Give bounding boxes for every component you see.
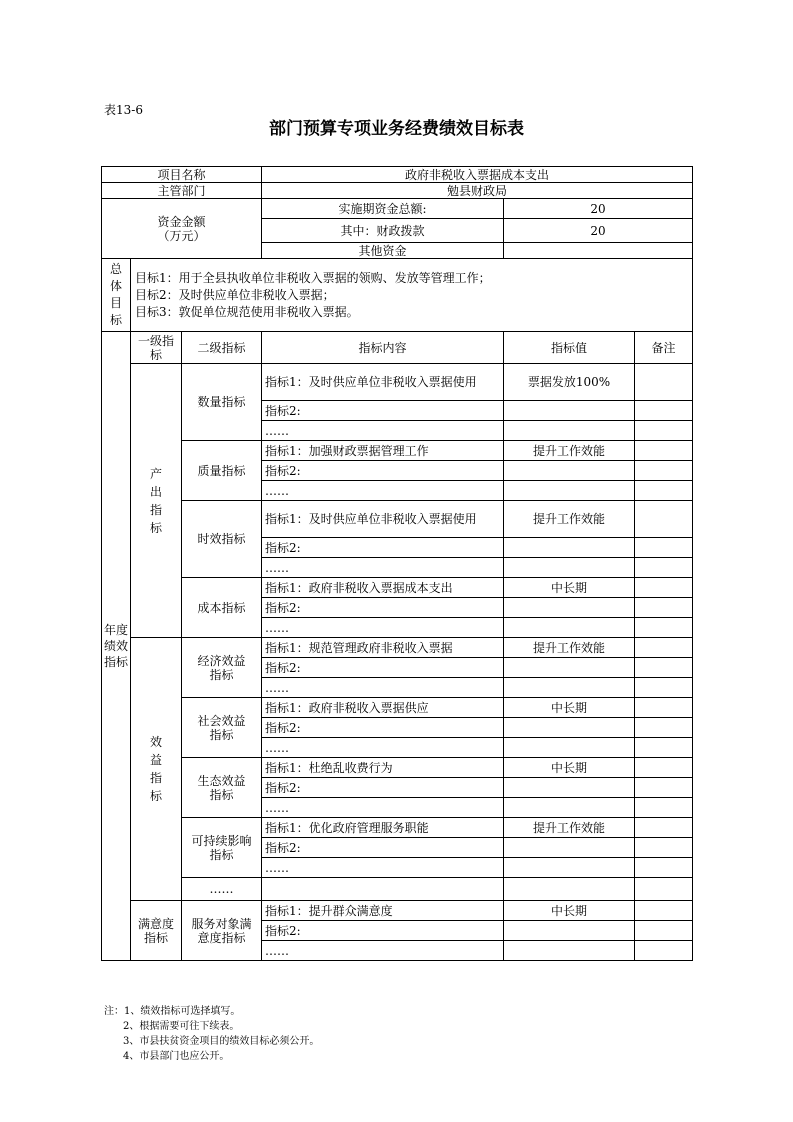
goal-2: 目标2：及时供应单位非税收入票据；: [135, 287, 335, 302]
total-funds-label: 实施期资金总额:: [262, 199, 504, 219]
quantity-value-3: [504, 421, 635, 441]
quality-note-1: [635, 441, 693, 461]
timeliness-note-3: [635, 558, 693, 578]
economic-note-2: [635, 658, 693, 678]
sustain-row-2: 指标2:: [262, 838, 504, 858]
service-indicator-label: 服务对象满意度指标: [182, 901, 262, 961]
page-title: 部门预算专项业务经费绩效目标表: [269, 119, 524, 139]
economic-row-3: ……: [262, 678, 504, 698]
extra-value: [504, 878, 635, 901]
cost-indicator-label: 成本指标: [182, 578, 262, 638]
social-indicator-label: 社会效益指标: [182, 698, 262, 758]
social-row-2: 指标2:: [262, 718, 504, 738]
quality-value-1: 提升工作效能: [504, 441, 635, 461]
service-row-3: ……: [262, 941, 504, 961]
quality-row-2: 指标2:: [262, 461, 504, 481]
timeliness-indicator-label: 时效指标: [182, 501, 262, 578]
timeliness-row-2: 指标2:: [262, 538, 504, 558]
total-funds-value: 20: [504, 199, 693, 219]
note-2: 2、根据需要可往下续表。: [123, 1021, 240, 1032]
cost-row-1: 指标1：政府非税收入票据成本支出: [262, 578, 504, 598]
eco-note-1: [635, 758, 693, 778]
fiscal-funds-label: 其中：财政拨款: [262, 219, 504, 243]
economic-value-1: 提升工作效能: [504, 638, 635, 658]
eco-row-1: 指标1：杜绝乱收费行为: [262, 758, 504, 778]
cost-value-3: [504, 618, 635, 638]
output-indicator-label: 产出指标: [131, 364, 182, 638]
service-row-2: 指标2:: [262, 921, 504, 941]
sustain-row-3: ……: [262, 858, 504, 878]
goal-3: 目标3：敦促单位规范使用非税收入票据。: [135, 304, 359, 319]
sustain-note-1: [635, 818, 693, 838]
quality-value-2: [504, 461, 635, 481]
timeliness-value-1: 提升工作效能: [504, 501, 635, 538]
col-content: 指标内容: [262, 332, 504, 364]
eco-value-1: 中长期: [504, 758, 635, 778]
social-note-2: [635, 718, 693, 738]
service-value-3: [504, 941, 635, 961]
col-level1: 一级指标: [131, 332, 182, 364]
eco-indicator-label: 生态效益指标: [182, 758, 262, 818]
note-1: 注：1、绩效指标可选择填写。: [104, 1006, 241, 1017]
quantity-value-2: [504, 401, 635, 421]
dept-value: 勉县财政局: [262, 183, 693, 199]
project-name-value: 政府非税收入票据成本支出: [262, 167, 693, 183]
quantity-note-3: [635, 421, 693, 441]
timeliness-note-1: [635, 501, 693, 538]
other-funds-label: 其他资金: [262, 243, 504, 259]
social-value-3: [504, 738, 635, 758]
eco-row-2: 指标2:: [262, 778, 504, 798]
quantity-indicator-label: 数量指标: [182, 364, 262, 441]
sustain-note-2: [635, 838, 693, 858]
sustain-indicator-label: 可持续影响指标: [182, 818, 262, 878]
quantity-note-1: [635, 364, 693, 401]
table-number: 表13-6: [104, 103, 143, 117]
col-value: 指标值: [504, 332, 635, 364]
service-note-3: [635, 941, 693, 961]
cost-value-1: 中长期: [504, 578, 635, 598]
timeliness-value-3: [504, 558, 635, 578]
eco-note-2: [635, 778, 693, 798]
eco-value-2: [504, 778, 635, 798]
eco-note-3: [635, 798, 693, 818]
extra-note: [635, 878, 693, 901]
cost-note-2: [635, 598, 693, 618]
performance-table: [101, 166, 693, 961]
note-4: 4、市县部门也应公开。: [123, 1051, 230, 1062]
economic-value-2: [504, 658, 635, 678]
sustain-value-2: [504, 838, 635, 858]
footnotes: [104, 1004, 319, 1064]
cost-note-3: [635, 618, 693, 638]
quantity-note-2: [635, 401, 693, 421]
funds-label-line1: 资金金额: [157, 214, 206, 229]
quality-row-1: 指标1：加强财政票据管理工作: [262, 441, 504, 461]
service-value-1: 中长期: [504, 901, 635, 921]
social-row-1: 指标1：政府非税收入票据供应: [262, 698, 504, 718]
quality-note-3: [635, 481, 693, 501]
goal-1: 目标1：用于全县执收单位非税收入票据的领购、发放等管理工作；: [135, 270, 491, 285]
note-3: 3、市县扶贫资金项目的绩效目标必须公开。: [123, 1036, 320, 1047]
col-level2: 二级指标: [182, 332, 262, 364]
economic-note-3: [635, 678, 693, 698]
extra-content: [262, 878, 504, 901]
service-note-1: [635, 901, 693, 921]
economic-row-2: 指标2:: [262, 658, 504, 678]
timeliness-value-2: [504, 538, 635, 558]
benefit-indicator-label: 效益指标: [131, 638, 182, 901]
quality-indicator-label: 质量指标: [182, 441, 262, 501]
service-row-1: 指标1：提升群众满意度: [262, 901, 504, 921]
cost-row-2: 指标2:: [262, 598, 504, 618]
cost-row-3: ……: [262, 618, 504, 638]
col-note: 备注: [635, 332, 693, 364]
dept-label: 主管部门: [102, 183, 262, 199]
sustain-value-3: [504, 858, 635, 878]
sustain-row-1: 指标1：优化政府管理服务职能: [262, 818, 504, 838]
quality-value-3: [504, 481, 635, 501]
overall-goals: [131, 259, 693, 332]
timeliness-row-3: ……: [262, 558, 504, 578]
economic-indicator-label: 经济效益指标: [182, 638, 262, 698]
quality-row-3: ……: [262, 481, 504, 501]
extra-indicator-label: ……: [182, 878, 262, 901]
quality-note-2: [635, 461, 693, 481]
other-funds-value: [504, 243, 693, 259]
economic-note-1: [635, 638, 693, 658]
funds-label-line2: （万元）: [157, 228, 206, 243]
project-name-label: 项目名称: [102, 167, 262, 183]
year-indicator-label: 年度绩效指标: [102, 332, 131, 961]
sustain-value-1: 提升工作效能: [504, 818, 635, 838]
eco-value-3: [504, 798, 635, 818]
funds-label: [102, 199, 262, 259]
quantity-value-1: 票据发放100%: [504, 364, 635, 401]
social-value-2: [504, 718, 635, 738]
service-note-2: [635, 921, 693, 941]
satisfaction-indicator-label: 满意度指标: [131, 901, 182, 961]
social-note-3: [635, 738, 693, 758]
fiscal-funds-value: 20: [504, 219, 693, 243]
timeliness-note-2: [635, 538, 693, 558]
social-note-1: [635, 698, 693, 718]
service-value-2: [504, 921, 635, 941]
quantity-row-3: ……: [262, 421, 504, 441]
timeliness-row-1: 指标1：及时供应单位非税收入票据使用: [262, 501, 504, 538]
economic-row-1: 指标1：规范管理政府非税收入票据: [262, 638, 504, 658]
economic-value-3: [504, 678, 635, 698]
social-value-1: 中长期: [504, 698, 635, 718]
cost-note-1: [635, 578, 693, 598]
overall-goal-label: 总体目标: [102, 259, 131, 332]
sustain-note-3: [635, 858, 693, 878]
quantity-row-2: 指标2:: [262, 401, 504, 421]
social-row-3: ……: [262, 738, 504, 758]
cost-value-2: [504, 598, 635, 618]
quantity-row-1: 指标1：及时供应单位非税收入票据使用: [262, 364, 504, 401]
eco-row-3: ……: [262, 798, 504, 818]
